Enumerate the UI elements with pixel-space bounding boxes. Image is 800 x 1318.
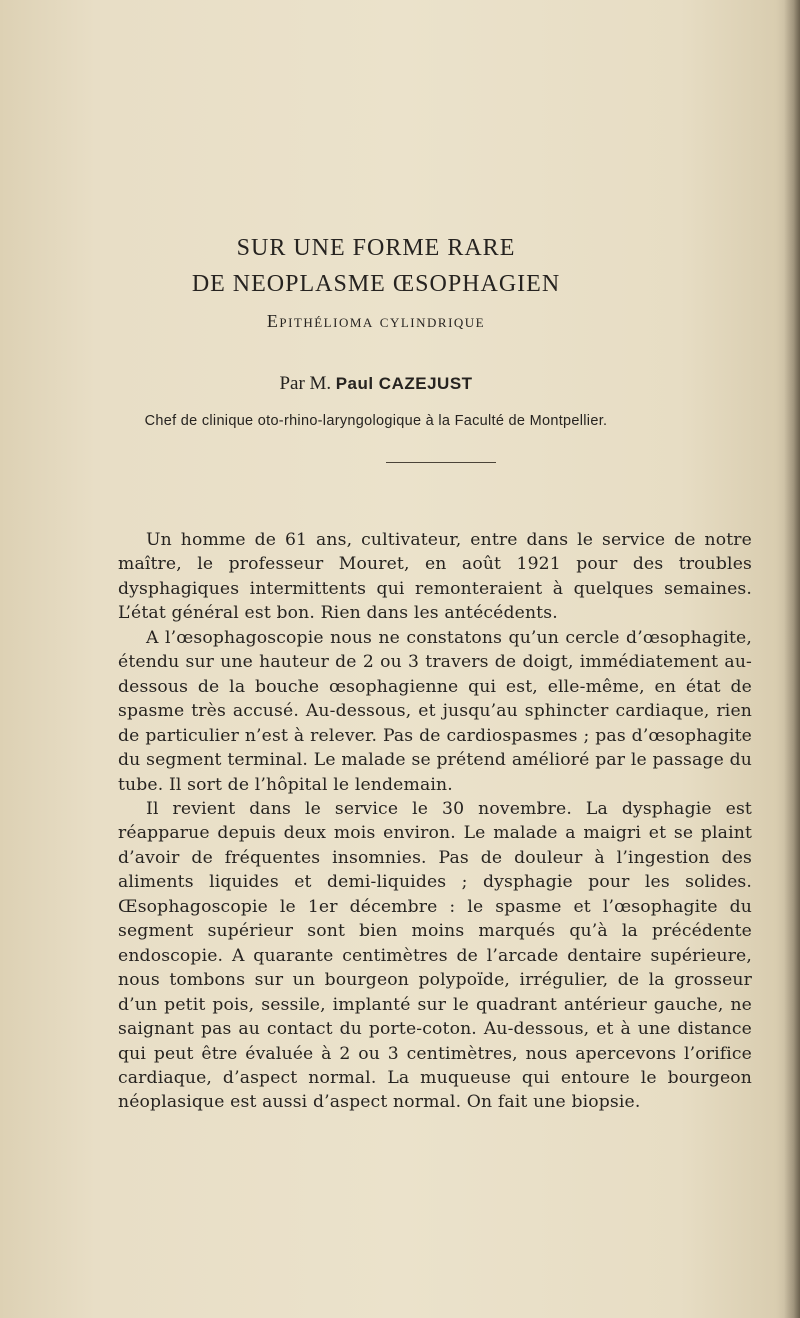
article-body <box>118 528 752 1115</box>
page-edge-shadow <box>784 0 800 1318</box>
paragraph-1: Un homme de 61 ans, cultivateur, entre dans le service de notre maître, le professeur Mouret, en août 1921 pour des troubles dysphagiques intermittents qui remonteraient à quelques semaines. L’état général est bon. Rien dans les antécédents. <box>118 530 752 624</box>
article-subtitle: Epithélioma cylindrique <box>266 311 486 331</box>
author-line <box>0 373 752 395</box>
article-title-line-1: SUR UNE FORME RARE <box>236 235 516 261</box>
article-title-line-2: DE NEOPLASME ŒSOPHAGIEN <box>191 271 561 297</box>
paragraph-2: A l’œsophagoscopie nous ne constatons qu’un cercle d’œsophagite, étendu sur une hauteur de 2 ou 3 travers de doigt, immédiatement au-dessous de la bouche œsophagienne qui est, elle-même, en état de spasme très accusé. Au-dessous, et jusqu’au sphincter cardiaque, rien de particulier n’est à relever. Pas de cardiospasmes ; pas d’œsophagite du segment terminal. Le malade se prétend amélioré par le passage du tube. Il sort de l’hôpital le lendemain. <box>118 627 752 795</box>
section-divider <box>386 462 496 463</box>
author-affiliation: Chef de clinique oto-rhino-laryngologique à la Faculté de Montpellier. <box>144 413 608 429</box>
author-name: Paul CAZEJUST <box>335 374 473 393</box>
paragraph-3: Il revient dans le service le 30 novembre. La dysphagie est réapparue depuis deux mois environ. Le malade a maigri et se plaint d’avoir de fréquentes insomnies. Pas de douleur à l’ingestion des aliments liquides et demi-liquides ; dysphagie pour les solides. Œsophagoscopie le 1er décembre : le spasme et l’œsophagite du segment supérieur sont bien moins marqués qu’à la précédente endoscopie. A quarante centimètres de l’arcade dentaire supérieure, nous tombons sur un bourgeon polypoïde, irrégulier, de la grosseur d’un petit pois, sessile, implanté sur le quadrant antérieur gauche, ne saignant pas au contact du porte-coton. Au-dessous, et à une distance qui peut être évaluée à 2 ou 3 centimètres, nous apercevons l’orifice cardiaque, d’aspect normal. La muqueuse qui entoure le bourgeon néoplasique est aussi d’aspect normal. On fait une biopsie. <box>118 798 752 1113</box>
author-prefix: Par M. <box>279 373 332 394</box>
